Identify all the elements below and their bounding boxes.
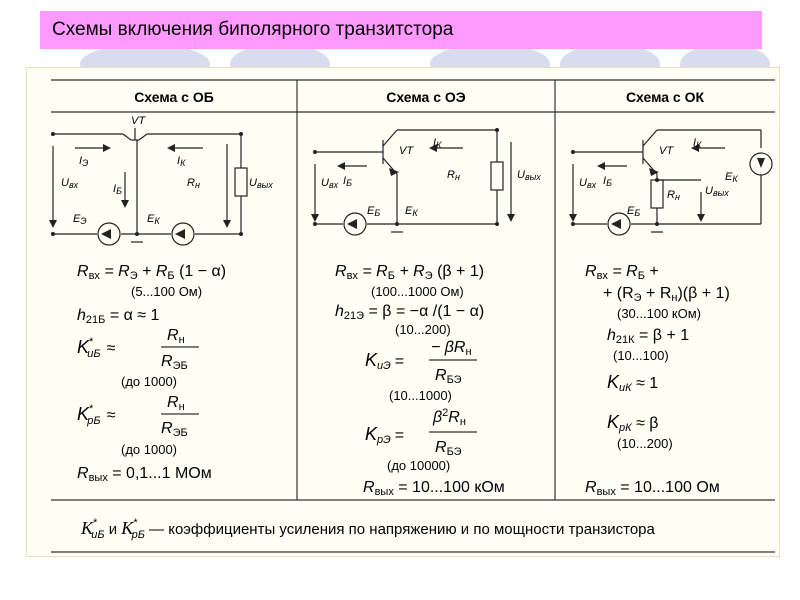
formula-rin-line2: + (RЭ + Rн)(β + 1) [603, 285, 730, 304]
table-figure [27, 68, 781, 558]
formula-rin: Rвх = RБ + RЭ (β + 1) [335, 263, 485, 282]
circuit-ob [53, 128, 247, 245]
label-ik: I [177, 155, 181, 167]
label-ib-sub: Б [116, 186, 122, 196]
svg-text:Uвх [579, 177, 597, 190]
label-ik: I [433, 137, 437, 149]
label-eb: E [627, 205, 635, 217]
formula-kp-range: (до 10000) [387, 458, 451, 473]
header-ok: Схема с ОК [625, 89, 705, 105]
svg-text:EБ [367, 205, 380, 218]
formula-kp: KpК ≈ β [607, 412, 659, 434]
label-ek-sub: К [154, 216, 160, 226]
label-rn: R [447, 169, 455, 181]
svg-text:Uвх [61, 177, 79, 190]
header-oe: Схема с ОЭ [386, 89, 466, 105]
svg-text:IК [693, 137, 702, 150]
formula-kp-range: (до 1000) [121, 442, 178, 457]
circuit-ok-labels [579, 137, 738, 218]
formulas-ob [77, 263, 226, 484]
formula-ku-range: (до 1000) [121, 374, 178, 389]
formula-ku-num: Rн [167, 327, 185, 346]
label-ek-sub: К [732, 174, 738, 184]
formula-rout: Rвых = 10...100 Ом [585, 479, 720, 498]
formula-h-range: (10...100) [613, 348, 669, 363]
label-eb-sub: Б [634, 208, 641, 218]
label-vt: VT [131, 115, 146, 127]
label-ib-sub: Б [606, 178, 612, 188]
formula-h: h21К = β + 1 [607, 327, 690, 346]
label-uout-sub: вых [256, 180, 273, 190]
label-uin: U [321, 177, 329, 189]
formula-rout: Rвых = 0,1...1 МОм [77, 465, 212, 484]
formula-ku-den: RЭБ [161, 353, 188, 372]
formula-ku: K* uБ ≈ [77, 336, 116, 360]
formula-rout: Rвых = 10...100 кОм [363, 479, 505, 498]
label-ib-sub: Б [346, 178, 352, 188]
svg-text:IЭ [79, 155, 88, 168]
formula-kp-num: $\beta^2Rн$ [433, 407, 466, 428]
formula-h: h21Б = α ≈ 1 [77, 307, 160, 326]
label-ib: I [343, 175, 347, 187]
label-uin-sub: вх [68, 180, 79, 190]
formula-kp-den: RЭБ [161, 420, 188, 439]
svg-text:Rн [447, 169, 460, 182]
circuit-oe-labels [321, 137, 541, 218]
formula-rin-range: (100...1000 Ом) [371, 284, 464, 299]
svg-text:IК [433, 137, 442, 150]
label-uout-sub: вых [712, 188, 729, 198]
svg-text:IБ [603, 175, 612, 188]
label-uout: U [249, 177, 257, 189]
formula-ku-num: − βRн [431, 339, 472, 358]
formula-kp-den: RБЭ [435, 439, 462, 458]
svg-text:EК [725, 171, 738, 184]
label-rn: R [187, 177, 195, 189]
label-rn-sub: н [454, 172, 460, 182]
formula-h: h21Э = β = −α /(1 − α) [335, 303, 485, 322]
label-ik: I [693, 137, 697, 149]
label-uout: U [705, 185, 713, 197]
formula-ku-den: RБЭ [435, 367, 462, 386]
label-ik-sub: К [436, 140, 442, 150]
label-ek: E [405, 205, 413, 217]
label-ee: E [73, 213, 81, 225]
svg-text:EЭ [73, 213, 87, 226]
label-uout-sub: вых [524, 172, 541, 182]
formula-rin: Rвх = RЭ + RБ (1 − α) [77, 263, 227, 282]
label-rn: R [667, 189, 675, 201]
label-uin-sub: вх [586, 180, 597, 190]
svg-text:Uвх [321, 177, 339, 190]
formula-kp: K* pБ ≈ [77, 403, 116, 427]
formula-ku: KuЭ = [365, 350, 405, 372]
formula-rin-range: (5...100 Ом) [131, 284, 203, 299]
label-vt: VT [659, 145, 674, 157]
label-rn-sub: н [194, 180, 200, 190]
label-uout: U [517, 169, 525, 181]
formula-rin-range: (30...100 кОм) [617, 306, 701, 321]
svg-text:Uвых [705, 185, 729, 198]
label-ee-sub: Э [80, 216, 87, 226]
page-title: Схемы включения биполярного транзитстора [52, 19, 454, 40]
label-ik-sub: К [180, 158, 186, 168]
svg-text:Rн [187, 177, 200, 190]
footnote: K* uБ и K* pБ — коэффициенты усиления по напряжению и по мощности транзистора [81, 517, 655, 541]
label-ie: I [79, 155, 83, 167]
label-eb-sub: Б [374, 208, 381, 218]
svg-text:IК [177, 155, 186, 168]
formula-rin: Rвх = RБ + [585, 263, 659, 282]
svg-text:IБ [113, 183, 122, 196]
label-ek: E [725, 171, 733, 183]
label-vt: VT [399, 145, 414, 157]
label-uin-sub: вх [328, 180, 339, 190]
svg-text:EК [147, 213, 160, 226]
label-ib: I [113, 183, 117, 195]
formula-h-range: (10...200) [395, 322, 451, 337]
label-rn-sub: н [674, 192, 680, 202]
label-uin: U [579, 177, 587, 189]
transistor-circuits-table [26, 67, 780, 557]
svg-text:IБ [343, 175, 352, 188]
label-ie-sub: Э [82, 158, 89, 168]
svg-text:Rн [667, 189, 680, 202]
formula-kp-num: Rн [167, 394, 185, 413]
header-ob: Схема с ОБ [134, 89, 214, 105]
svg-text:EК [405, 205, 418, 218]
label-ib: I [603, 175, 607, 187]
svg-text:Uвых [517, 169, 541, 182]
label-ek-sub: К [412, 208, 418, 218]
label-uin: U [61, 177, 69, 189]
formula-ku: KuК ≈ 1 [607, 372, 659, 394]
label-ik-sub: К [696, 140, 702, 150]
formula-kp: KpЭ = [365, 424, 405, 446]
title-bar [40, 11, 762, 49]
formulas-oe [335, 263, 505, 498]
label-eb: E [367, 205, 375, 217]
formula-ku-range: (10...1000) [389, 388, 452, 403]
formula-kp-range: (10...200) [617, 436, 673, 451]
formulas-ok [585, 263, 730, 498]
svg-text:Uвых [249, 177, 273, 190]
svg-text:EБ [627, 205, 640, 218]
label-ek: E [147, 213, 155, 225]
